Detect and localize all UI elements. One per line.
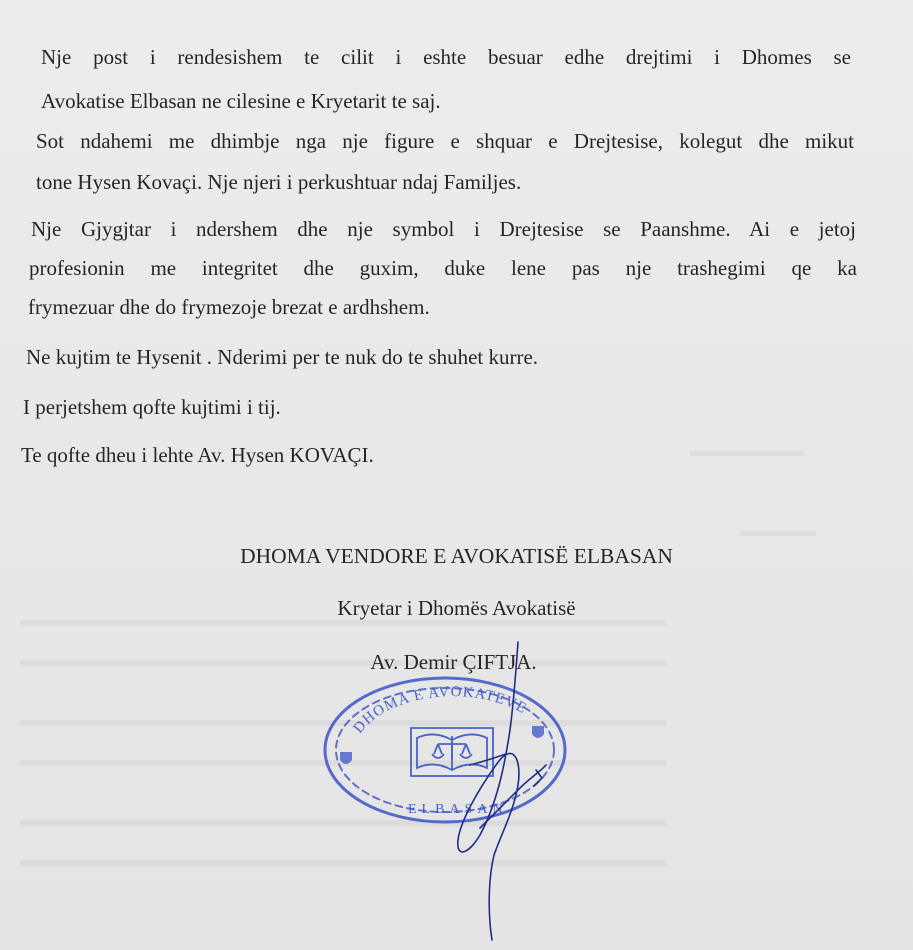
paragraph-3-line-3: frymezuar dhe do frymezoje brezat e ardhshem. bbox=[28, 295, 430, 319]
organization-name: DHOMA VENDORE E AVOKATISË ELBASAN bbox=[240, 544, 673, 568]
stamp-top-text: DHOMA E AVOKATEVE bbox=[350, 684, 530, 737]
paragraph-2-line-2: tone Hysen Kovaçi. Nje njeri i perkushtuar ndaj Familjes. bbox=[36, 170, 522, 194]
paragraph-3-line-2: profesionin me integritet dhe guxim, duke lene pas nje trashegimi qe ka bbox=[29, 256, 857, 280]
handwritten-signature bbox=[418, 640, 568, 945]
signatory-name: Av. Demir ÇIFTJA. bbox=[370, 650, 537, 674]
paragraph-5: I perjetshem qofte kujtimi i tij. bbox=[23, 395, 281, 419]
signatory-role: Kryetar i Dhomës Avokatisë bbox=[337, 596, 576, 620]
paragraph-1-line-2: Avokatise Elbasan ne cilesine e Kryetarit te saj. bbox=[41, 89, 441, 113]
paragraph-3-line-1: Nje Gjygjtar i ndershem dhe nje symbol i Drejtesise se Paanshme. Ai e jetoj bbox=[31, 217, 856, 241]
paragraph-4: Ne kujtim te Hysenit . Nderimi per te nuk do te shuhet kurre. bbox=[26, 345, 539, 369]
stamp-bottom-text: ELBASAN bbox=[408, 802, 508, 817]
paragraph-1-line-1: Nje post i rendesishem te cilit i eshte besuar edhe drejtimi i Dhomes se bbox=[41, 45, 851, 69]
paragraph-6: Te qofte dheu i lehte Av. Hysen KOVAÇI. bbox=[21, 443, 374, 467]
paragraph-2-line-1: Sot ndahemi me dhimbje nga nje figure e shquar e Drejtesise, kolegut dhe mikut bbox=[36, 129, 854, 153]
